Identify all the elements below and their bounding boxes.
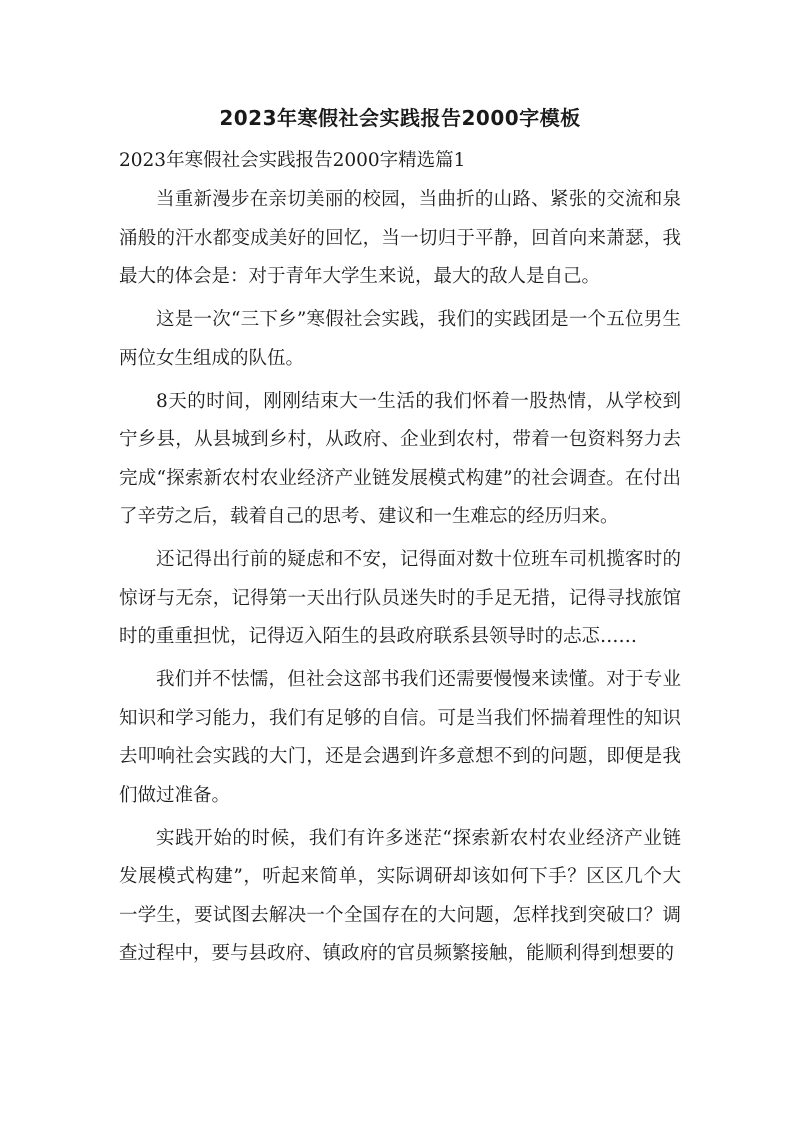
section-heading: 2023年寒假社会实践报告2000字精选篇1 bbox=[119, 150, 466, 171]
body-paragraph: 当重新漫步在亲切美丽的校园，当曲折的山路、紧张的交流和泉涌般的汗水都变成美好的回忆，当一切归于平静，回首向来萧瑟，我最大的体会是：对于青年大学生来说，最大的敌人是自己。 bbox=[119, 189, 681, 287]
document-title: 2023年寒假社会实践报告2000字模板 bbox=[219, 106, 581, 130]
body-paragraph: 我们并不怯懦，但社会这部书我们还需要慢慢来读懂。对于专业知识和学习能力，我们有足够的自信。可是当我们怀揣着理性的知识去叩响社会实践的大门，还是会遇到许多意想不到的问题，即便是我们做过准备。 bbox=[119, 669, 681, 806]
body-paragraph: 实践开始的时候，我们有许多迷茫“探索新农村农业经济产业链发展模式构建”，听起来简单，实际调研却该如何下手？区区几个大一学生，要试图去解决一个全国存在的大问题，怎样找到突破口？调查过程中，要与县政府、镇政府的官员频繁接触，能顺利得到想要的 bbox=[119, 827, 681, 964]
body-paragraph: 还记得出行前的疑虑和不安，记得面对数十位班车司机揽客时的惊讶与无奈，记得第一天出行队员迷失时的手足无措，记得寻找旅馆时的重重担忧，记得迈入陌生的县政府联系县领导时的忐忑…… bbox=[119, 549, 681, 647]
document-body bbox=[119, 181, 681, 978]
body-paragraph: 8天的时间，刚刚结束大一生活的我们怀着一股热情，从学校到宁乡县，从县城到乡村，从政府、企业到农村，带着一包资料努力去完成“探索新农村农业经济产业链发展模式构建”的社会调查。在付出了辛劳之后，载着自己的思考、建议和一生难忘的经历归来。 bbox=[119, 390, 681, 527]
body-paragraph: 这是一次“三下乡”寒假社会实践，我们的实践团是一个五位男生两位女生组成的队伍。 bbox=[119, 309, 681, 369]
